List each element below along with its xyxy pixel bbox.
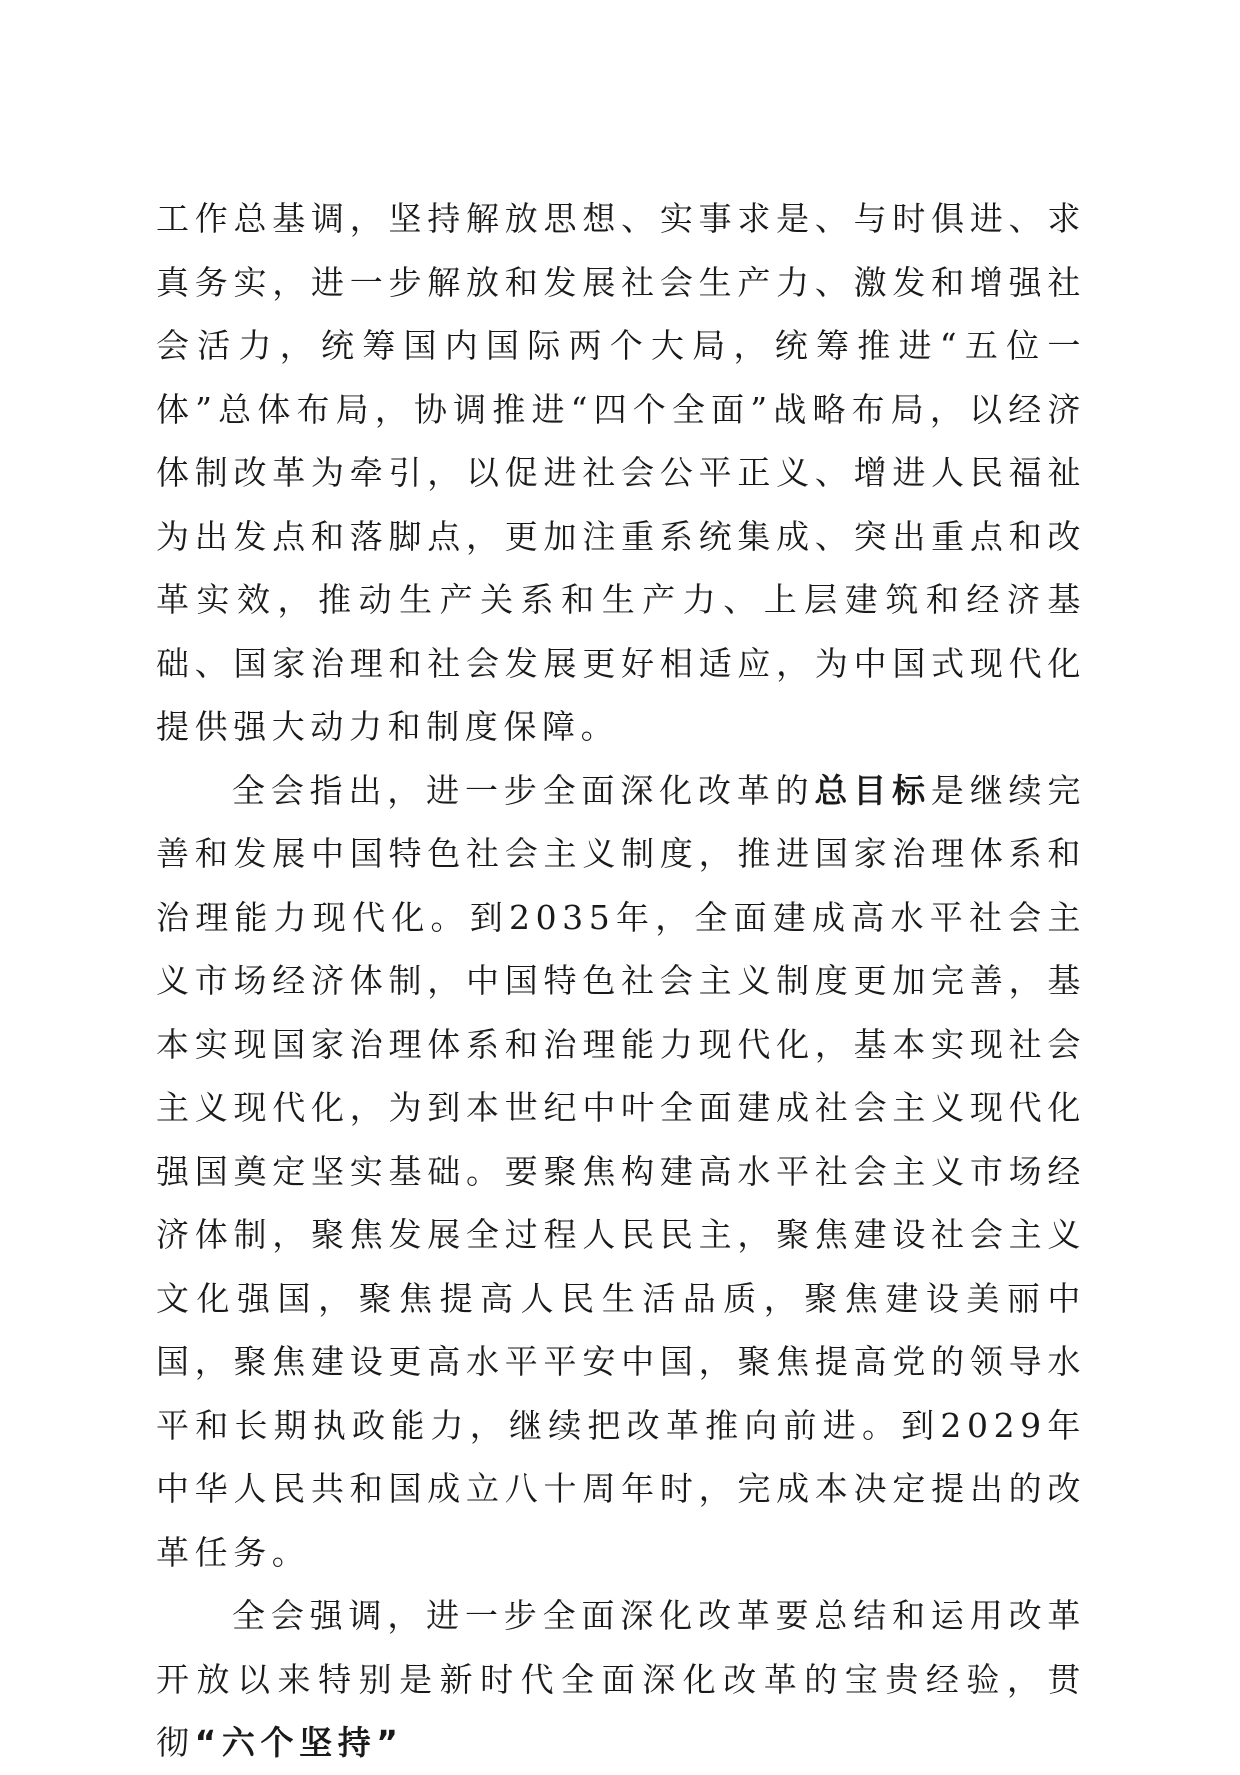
bold-emphasis: 总目标 [814,770,931,810]
paragraph-text: 工作总基调，坚持解放思想、实事求是、与时俱进、求真务实，进一步解放和发展社会生产力、激发和增强社会活力，统筹国内国际两个大局，统筹推进“五位一体”总体布局，协调推进“四个全面”战略布局，以经济体制改革为牵引，以促进社会公平正义、增进人民福祉为出发点和落脚点，更加注重系统集成、突出重点和改革实效，推动生产关系和生产力、上层建筑和经济基础、国家治理和社会发展更好相适应，为中国式现代化提供强大动力和制度保障。 [156,199,1086,746]
paragraph-2 [156,759,1086,1585]
paragraph-text: 全会指出，进一步全面深化改革的 [232,770,815,810]
paragraph-3 [156,1584,1086,1775]
body-text [156,187,1086,1775]
paragraph-1 [156,187,1086,759]
paragraph-text: 是继续完善和发展中国特色社会主义制度，推进国家治理体系和治理能力现代化。到2035年，全面建成高水平社会主义市场经济体制，中国特色社会主义制度更加完善，基本实现国家治理体系和治理能力现代化，基本实现社会主义现代化，为到本世纪中叶全面建成社会主义现代化强国奠定坚实基础。要聚焦构建高水平社会主义市场经济体制，聚焦发展全过程人民民主，聚焦建设社会主义文化强国，聚焦提高人民生活品质，聚焦建设美丽中国，聚焦建设更高水平平安中国，聚焦提高党的领导水平和长期执政能力，继续把改革推向前进。到2029年中华人民共和国成立八十周年时，完成本决定提出的改革任务。 [156,770,1086,1572]
paragraph-text: 全会强调，进一步全面深化改革要总结和运用改革开放以来特别是新时代全面深化改革的宝贵经验，贯彻 [156,1596,1086,1762]
bold-emphasis: “六个坚持” [194,1723,404,1762]
